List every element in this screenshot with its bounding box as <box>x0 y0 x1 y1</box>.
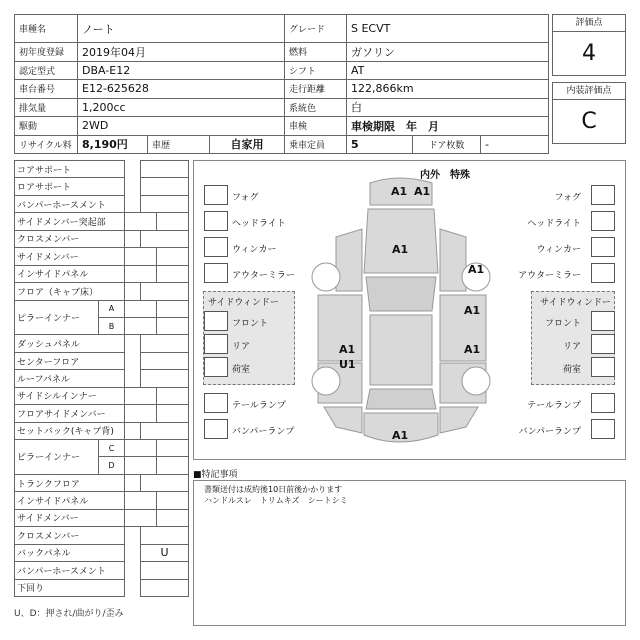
displacement-value: 1,200cc <box>78 98 285 117</box>
table-row: B <box>15 317 189 334</box>
headlight-right-checkbox[interactable] <box>591 211 615 231</box>
window-cargo-right-label: 荷室 <box>562 365 581 375</box>
doors-value: - <box>481 135 549 154</box>
mark-cell <box>141 562 189 579</box>
mark-hood: A1 <box>392 243 409 256</box>
mark-cell <box>141 335 189 352</box>
table-row: サイドメンバー <box>15 248 189 265</box>
interior-score-label: 内装評価点 <box>553 83 625 100</box>
table-row: バンパーホースメント <box>15 562 189 579</box>
mark-cell <box>141 579 189 596</box>
remark-line: 書類送付は成約後10日前後かかります <box>204 485 343 494</box>
outer-mirror-left-checkbox[interactable] <box>204 263 228 283</box>
table-row: クロスメンバー <box>15 527 189 544</box>
mark-cell <box>141 161 189 178</box>
table-row: インサイドパネル <box>15 492 189 509</box>
history-label: 車歴 <box>148 135 210 154</box>
shift-label: シフト <box>285 61 347 80</box>
mark-front-bumper-right: A1 <box>414 185 431 198</box>
table-row: ピラーインナー A <box>15 300 189 317</box>
shift-value: AT <box>347 61 549 80</box>
mark-cell <box>157 317 189 334</box>
interior-score-box <box>552 82 626 144</box>
grade-label: グレード <box>285 15 347 43</box>
score-value: 4 <box>582 41 596 66</box>
mark-cell <box>141 422 189 439</box>
mark-cell <box>141 283 189 300</box>
table-row: フロアサイドメンバー <box>15 405 189 422</box>
mark-cell <box>141 195 189 212</box>
window-front-left-label: フロント <box>232 319 269 329</box>
table-row: コアサポート <box>15 161 189 178</box>
window-front-left-checkbox[interactable] <box>204 311 228 331</box>
bumper-lamp-right-checkbox[interactable] <box>591 419 615 439</box>
right-quarter-panel <box>440 407 478 433</box>
car-outline <box>194 161 627 461</box>
displacement-label: 排気量 <box>15 98 78 117</box>
capacity-label: 乗車定員 <box>285 135 347 154</box>
color-value: 白 <box>347 98 549 117</box>
winker-right-checkbox[interactable] <box>591 237 615 257</box>
remarks-box <box>193 480 626 626</box>
table-row: サイドシルインナー <box>15 387 189 404</box>
diagram-title: 内外 特殊 <box>420 170 470 181</box>
mark-cell <box>157 492 189 509</box>
table-row: センターフロア <box>15 352 189 369</box>
mark-cell <box>141 352 189 369</box>
roof-panel <box>370 315 432 385</box>
inspection-value: 車検期限 年 月 <box>347 117 549 136</box>
fuel-value: ガソリン <box>347 43 549 62</box>
headlight-left-label: ヘッドライト <box>232 219 286 229</box>
window-rear-right-label: リア <box>562 342 581 352</box>
fog-left-checkbox[interactable] <box>204 185 228 205</box>
chassis-label: 車台番号 <box>15 80 78 99</box>
fuel-label: 燃料 <box>285 43 347 62</box>
mark-right-front-door: A1 <box>464 304 481 317</box>
winker-right-label: ウィンカー <box>536 245 581 255</box>
mark-cell <box>157 300 189 317</box>
window-cargo-left-checkbox[interactable] <box>204 357 228 377</box>
table-row: ダッシュパネル <box>15 335 189 352</box>
left-quarter-panel <box>324 407 362 433</box>
capacity-value: 5 <box>347 135 413 154</box>
table-row: ルーフパネル <box>15 370 189 387</box>
bumper-lamp-left-label: バンパーランプ <box>232 427 295 437</box>
mark-cell <box>141 370 189 387</box>
window-cargo-left-label: 荷室 <box>232 365 251 375</box>
table-row: 下回り <box>15 579 189 596</box>
mark-cell <box>125 492 157 509</box>
type-value: DBA-E12 <box>78 61 285 80</box>
mark-cell <box>125 387 157 404</box>
table-row: D <box>15 457 189 474</box>
mark-cell <box>157 509 189 526</box>
mark-front-bumper-left: A1 <box>391 185 408 198</box>
mark-cell <box>125 440 157 457</box>
mark-cell <box>157 405 189 422</box>
tail-lamp-right-checkbox[interactable] <box>591 393 615 413</box>
side-window-right-label: サイドウィンドー <box>540 298 611 308</box>
mark-right-rear-door: A1 <box>464 343 481 356</box>
mark-cell <box>125 317 157 334</box>
outer-mirror-right-checkbox[interactable] <box>591 263 615 283</box>
headlight-right-label: ヘッドライト <box>527 219 581 229</box>
fog-right-label: フォグ <box>554 193 581 203</box>
table-row: インサイドパネル <box>15 265 189 282</box>
rear-right-wheel <box>462 367 490 395</box>
mileage-label: 走行距離 <box>285 80 347 99</box>
window-rear-left-checkbox[interactable] <box>204 334 228 354</box>
table-row: トランクフロア <box>15 474 189 491</box>
drive-value: 2WD <box>78 117 285 136</box>
history-value: 自家用 <box>210 135 285 154</box>
vehicle-info-table <box>14 14 549 154</box>
doors-label: ドア枚数 <box>413 135 481 154</box>
mileage-value: 122,866km <box>347 80 549 99</box>
back-panel-mark: U <box>141 544 189 561</box>
mark-cell <box>157 387 189 404</box>
table-row: ロアサポート <box>15 178 189 195</box>
first-reg-value: 2019年04月 <box>78 43 285 62</box>
rear-left-wheel <box>312 367 340 395</box>
drive-label: 駆動 <box>15 117 78 136</box>
mark-left-front-door: A1 <box>339 343 356 356</box>
headlight-left-checkbox[interactable] <box>204 211 228 231</box>
fog-left-label: フォグ <box>232 193 259 203</box>
fog-right-checkbox[interactable] <box>591 185 615 205</box>
mark-cell <box>157 213 189 230</box>
outer-mirror-right-label: アウターミラー <box>518 271 581 281</box>
mark-cell <box>125 405 157 422</box>
mark-cell <box>141 178 189 195</box>
remarks-title: ■特記事項 <box>193 470 238 480</box>
window-front-right-label: フロント <box>544 319 581 329</box>
bumper-lamp-right-label: バンパーランプ <box>518 427 581 437</box>
color-label: 系統色 <box>285 98 347 117</box>
hood-panel <box>364 209 438 273</box>
table-row: バックパネル U <box>15 544 189 561</box>
mark-cell <box>157 440 189 457</box>
tail-lamp-left-label: テールランプ <box>232 401 286 411</box>
mark-rear-bumper: A1 <box>392 429 409 442</box>
tail-lamp-right-label: テールランプ <box>527 401 581 411</box>
windshield-panel <box>366 277 436 311</box>
model-label: 車種名 <box>15 15 78 43</box>
mark-cell <box>141 474 189 491</box>
frame-parts-table <box>14 160 189 597</box>
mark-cell <box>157 265 189 282</box>
right-fender-panel <box>440 229 466 291</box>
window-front-right-checkbox[interactable] <box>591 311 615 331</box>
inspection-label: 車検 <box>285 117 347 136</box>
window-rear-left-label: リア <box>232 342 251 352</box>
mark-cell <box>157 457 189 474</box>
mark-cell <box>141 527 189 544</box>
grade-value: S ECVT <box>347 15 549 43</box>
rear-glass-panel <box>366 389 436 409</box>
mark-cell <box>141 230 189 247</box>
score-label: 評価点 <box>553 15 625 32</box>
winker-left-label: ウィンカー <box>232 245 277 255</box>
mark-cell <box>125 457 157 474</box>
front-left-wheel <box>312 263 340 291</box>
model-value: ノート <box>78 15 285 43</box>
table-row: ピラーインナー C <box>15 440 189 457</box>
type-label: 認定型式 <box>15 61 78 80</box>
legend-note: U、D：押され/曲がり/歪み <box>14 609 124 619</box>
window-rear-right-checkbox[interactable] <box>591 334 615 354</box>
table-row: セットバック(キャブ背) <box>15 422 189 439</box>
mark-cell <box>125 248 157 265</box>
mark-cell <box>125 509 157 526</box>
recycle-value: 8,190円 <box>78 135 148 154</box>
mark-right-fender: A1 <box>468 263 485 276</box>
score-box <box>552 14 626 76</box>
tail-lamp-left-checkbox[interactable] <box>204 393 228 413</box>
recycle-label: リサイクル料 <box>15 135 78 154</box>
table-row: バンパーホースメント <box>15 195 189 212</box>
chassis-value: E12-625628 <box>78 80 285 99</box>
car-condition-diagram <box>193 160 626 460</box>
bumper-lamp-left-checkbox[interactable] <box>204 419 228 439</box>
mark-cell <box>157 248 189 265</box>
left-fender-panel <box>336 229 362 291</box>
interior-score-value: C <box>581 109 597 134</box>
table-row: クロスメンバー <box>15 230 189 247</box>
mark-left-front-door-2: U1 <box>339 358 356 371</box>
side-window-left-label: サイドウィンドー <box>208 298 279 308</box>
winker-left-checkbox[interactable] <box>204 237 228 257</box>
table-row: フロア（キャブ床） <box>15 283 189 300</box>
window-cargo-right-checkbox[interactable] <box>591 357 615 377</box>
table-row: サイドメンバー <box>15 509 189 526</box>
table-row: サイドメンバー突起部 <box>15 213 189 230</box>
outer-mirror-left-label: アウターミラー <box>232 271 295 281</box>
remark-line: ハンドルスレ トリムキズ シートシミ <box>204 496 348 505</box>
mark-cell <box>125 300 157 317</box>
mark-cell <box>125 265 157 282</box>
first-reg-label: 初年度登録 <box>15 43 78 62</box>
mark-cell <box>125 213 157 230</box>
